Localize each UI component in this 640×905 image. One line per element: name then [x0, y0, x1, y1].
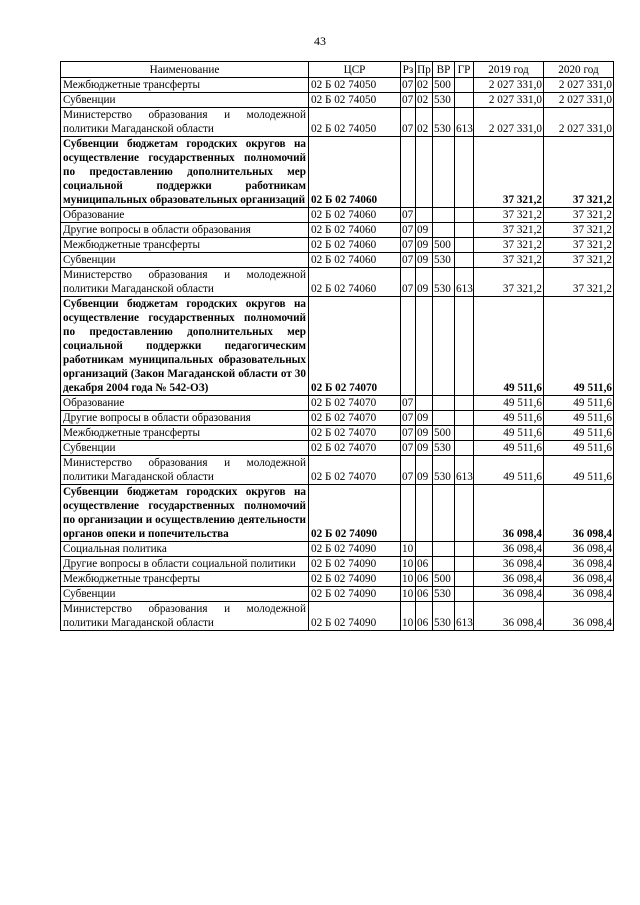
cell-csr: 02 Б 02 74090 [309, 557, 401, 572]
cell-name: Министерство образования и молодежной политики Магаданской области [61, 602, 309, 631]
cell-csr: 02 Б 02 74090 [309, 602, 401, 631]
cell-y2020: 37 321,2 [544, 208, 614, 223]
cell-csr: 02 Б 02 74060 [309, 208, 401, 223]
cell-rz: 07 [401, 208, 416, 223]
cell-y2020: 36 098,4 [544, 572, 614, 587]
cell-y2020: 2 027 331,0 [544, 108, 614, 137]
cell-name: Другие вопросы в области социальной политики [61, 557, 309, 572]
cell-gr [455, 542, 474, 557]
cell-pr: 02 [416, 93, 433, 108]
header-2020: 2020 год [544, 62, 614, 78]
table-row [61, 587, 614, 602]
budget-table [60, 61, 614, 631]
cell-rz: 07 [401, 223, 416, 238]
cell-gr [455, 396, 474, 411]
table-row [61, 297, 614, 396]
cell-gr: 613 [455, 602, 474, 631]
cell-y2019: 36 098,4 [474, 602, 544, 631]
table-row [61, 78, 614, 93]
cell-rz: 07 [401, 411, 416, 426]
cell-csr: 02 Б 02 74060 [309, 223, 401, 238]
cell-vr [433, 557, 455, 572]
cell-gr: 613 [455, 268, 474, 297]
cell-gr [455, 557, 474, 572]
table-row [61, 426, 614, 441]
cell-pr [416, 208, 433, 223]
cell-name: Субвенции [61, 93, 309, 108]
cell-gr: 613 [455, 456, 474, 485]
table-row [61, 238, 614, 253]
cell-y2019: 36 098,4 [474, 572, 544, 587]
cell-name: Субвенции [61, 587, 309, 602]
cell-y2019: 37 321,2 [474, 253, 544, 268]
cell-vr [433, 208, 455, 223]
table-row [61, 411, 614, 426]
cell-y2019: 36 098,4 [474, 485, 544, 542]
cell-rz: 07 [401, 441, 416, 456]
cell-csr: 02 Б 02 74070 [309, 441, 401, 456]
cell-pr: 06 [416, 557, 433, 572]
cell-gr [455, 253, 474, 268]
table-row [61, 557, 614, 572]
cell-vr [433, 542, 455, 557]
cell-pr: 09 [416, 238, 433, 253]
cell-y2020: 36 098,4 [544, 542, 614, 557]
cell-y2020: 36 098,4 [544, 602, 614, 631]
table-row [61, 253, 614, 268]
cell-csr: 02 Б 02 74090 [309, 572, 401, 587]
cell-gr [455, 485, 474, 542]
cell-name: Межбюджетные трансферты [61, 426, 309, 441]
cell-vr: 530 [433, 587, 455, 602]
cell-name: Субвенции [61, 253, 309, 268]
cell-csr: 02 Б 02 74050 [309, 108, 401, 137]
cell-name: Другие вопросы в области образования [61, 223, 309, 238]
cell-y2020: 2 027 331,0 [544, 78, 614, 93]
cell-y2019: 2 027 331,0 [474, 93, 544, 108]
cell-y2020: 2 027 331,0 [544, 93, 614, 108]
header-rz: Рз [401, 62, 416, 78]
cell-csr: 02 Б 02 74060 [309, 253, 401, 268]
cell-gr [455, 411, 474, 426]
table-row [61, 137, 614, 208]
cell-y2020: 36 098,4 [544, 485, 614, 542]
cell-vr: 500 [433, 426, 455, 441]
cell-vr [433, 297, 455, 396]
table-row [61, 223, 614, 238]
cell-y2020: 36 098,4 [544, 557, 614, 572]
cell-y2019: 49 511,6 [474, 426, 544, 441]
table-row [61, 441, 614, 456]
table-row [61, 93, 614, 108]
table-row [61, 456, 614, 485]
cell-y2019: 49 511,6 [474, 441, 544, 456]
cell-vr [433, 137, 455, 208]
cell-csr: 02 Б 02 74070 [309, 396, 401, 411]
cell-rz: 07 [401, 253, 416, 268]
cell-y2020: 37 321,2 [544, 253, 614, 268]
cell-gr [455, 223, 474, 238]
cell-name: Межбюджетные трансферты [61, 78, 309, 93]
cell-pr: 09 [416, 411, 433, 426]
cell-vr: 530 [433, 441, 455, 456]
cell-y2019: 37 321,2 [474, 268, 544, 297]
cell-name: Министерство образования и молодежной политики Магаданской области [61, 108, 309, 137]
cell-vr: 500 [433, 572, 455, 587]
cell-name: Межбюджетные трансферты [61, 572, 309, 587]
cell-name: Другие вопросы в области образования [61, 411, 309, 426]
cell-rz [401, 297, 416, 396]
cell-rz: 07 [401, 238, 416, 253]
cell-vr [433, 411, 455, 426]
table-row [61, 208, 614, 223]
cell-y2020: 37 321,2 [544, 268, 614, 297]
cell-pr [416, 396, 433, 411]
cell-csr: 02 Б 02 74050 [309, 93, 401, 108]
cell-csr: 02 Б 02 74090 [309, 587, 401, 602]
cell-rz: 10 [401, 587, 416, 602]
cell-pr: 06 [416, 572, 433, 587]
table-row [61, 396, 614, 411]
table-header-row [61, 62, 614, 78]
cell-gr [455, 208, 474, 223]
cell-vr [433, 396, 455, 411]
cell-csr: 02 Б 02 74060 [309, 238, 401, 253]
cell-y2020: 49 511,6 [544, 297, 614, 396]
table-row [61, 268, 614, 297]
cell-rz: 07 [401, 93, 416, 108]
cell-gr: 613 [455, 108, 474, 137]
header-gr: ГР [455, 62, 474, 78]
cell-vr: 530 [433, 93, 455, 108]
cell-y2019: 49 511,6 [474, 297, 544, 396]
table-row [61, 108, 614, 137]
cell-y2019: 2 027 331,0 [474, 78, 544, 93]
cell-name: Министерство образования и молодежной политики Магаданской области [61, 456, 309, 485]
cell-name: Субвенции [61, 441, 309, 456]
cell-name: Субвенции бюджетам городских округов на осуществление государственных полномочий по предоставлению дополнительных мер социальной поддержки работникам муниципальных образовательных организаций [61, 137, 309, 208]
table-body [61, 78, 614, 631]
cell-pr: 02 [416, 108, 433, 137]
cell-csr: 02 Б 02 74090 [309, 542, 401, 557]
table-row [61, 485, 614, 542]
cell-name: Субвенции бюджетам городских округов на осуществление государственных полномочий по организации и осуществлению деятельности органов опеки и попечительства [61, 485, 309, 542]
header-pr: Пр [417, 63, 431, 76]
cell-pr [416, 542, 433, 557]
cell-csr: 02 Б 02 74060 [309, 137, 401, 208]
cell-y2020: 49 511,6 [544, 426, 614, 441]
cell-y2019: 36 098,4 [474, 542, 544, 557]
table-row [61, 602, 614, 631]
cell-pr: 09 [416, 456, 433, 485]
cell-y2020: 36 098,4 [544, 587, 614, 602]
header-name: Наименование [61, 62, 309, 78]
cell-vr: 530 [433, 253, 455, 268]
cell-csr: 02 Б 02 74070 [309, 456, 401, 485]
cell-y2019: 49 511,6 [474, 411, 544, 426]
page-number: 43 [314, 34, 326, 48]
cell-rz: 07 [401, 268, 416, 297]
cell-pr: 02 [416, 78, 433, 93]
cell-gr [455, 297, 474, 396]
cell-vr: 500 [433, 238, 455, 253]
cell-vr: 530 [433, 602, 455, 631]
cell-y2020: 37 321,2 [544, 223, 614, 238]
cell-y2020: 49 511,6 [544, 411, 614, 426]
cell-csr: 02 Б 02 74090 [309, 485, 401, 542]
cell-name: Межбюджетные трансферты [61, 238, 309, 253]
cell-rz: 07 [401, 456, 416, 485]
cell-rz [401, 485, 416, 542]
cell-gr [455, 137, 474, 208]
cell-rz: 07 [401, 426, 416, 441]
cell-gr [455, 78, 474, 93]
cell-csr: 02 Б 02 74060 [309, 268, 401, 297]
cell-rz: 07 [401, 78, 416, 93]
cell-rz: 10 [401, 602, 416, 631]
cell-pr: 09 [416, 441, 433, 456]
cell-gr [455, 238, 474, 253]
cell-name: Социальная политика [61, 542, 309, 557]
cell-rz: 10 [401, 542, 416, 557]
header-2019: 2019 год [474, 62, 544, 78]
cell-y2019: 36 098,4 [474, 557, 544, 572]
cell-gr [455, 441, 474, 456]
cell-rz: 10 [401, 557, 416, 572]
header-csr: ЦСР [309, 62, 401, 78]
cell-gr [455, 93, 474, 108]
cell-y2020: 37 321,2 [544, 238, 614, 253]
cell-pr: 06 [416, 602, 433, 631]
cell-pr: 09 [416, 223, 433, 238]
cell-vr: 530 [433, 108, 455, 137]
cell-pr [416, 137, 433, 208]
cell-pr: 09 [416, 426, 433, 441]
cell-y2019: 36 098,4 [474, 587, 544, 602]
cell-y2019: 37 321,2 [474, 137, 544, 208]
cell-y2019: 37 321,2 [474, 238, 544, 253]
cell-y2020: 49 511,6 [544, 396, 614, 411]
cell-pr: 09 [416, 253, 433, 268]
header-vr: ВР [433, 62, 455, 78]
table-row [61, 542, 614, 557]
cell-pr: 09 [416, 268, 433, 297]
cell-name: Образование [61, 208, 309, 223]
cell-y2019: 49 511,6 [474, 456, 544, 485]
cell-vr: 530 [433, 456, 455, 485]
cell-csr: 02 Б 02 74050 [309, 78, 401, 93]
cell-rz [401, 137, 416, 208]
cell-csr: 02 Б 02 74070 [309, 297, 401, 396]
cell-y2019: 49 511,6 [474, 396, 544, 411]
cell-name: Образование [61, 396, 309, 411]
cell-vr [433, 485, 455, 542]
cell-gr [455, 572, 474, 587]
table-row [61, 572, 614, 587]
cell-pr [416, 297, 433, 396]
cell-pr: 06 [416, 587, 433, 602]
cell-y2019: 37 321,2 [474, 208, 544, 223]
cell-name: Субвенции бюджетам городских округов на осуществление государственных полномочий по предоставлению дополнительных мер социальной поддержки педагогическим работникам муниципальных образовательных организаций (Закон Магаданской области от 30 декабря 2004 года № 542-ОЗ) [61, 297, 309, 396]
cell-pr [416, 485, 433, 542]
cell-vr [433, 223, 455, 238]
cell-gr [455, 587, 474, 602]
cell-csr: 02 Б 02 74070 [309, 411, 401, 426]
cell-gr [455, 426, 474, 441]
cell-vr: 530 [433, 268, 455, 297]
cell-rz: 07 [401, 108, 416, 137]
cell-csr: 02 Б 02 74070 [309, 426, 401, 441]
cell-vr: 500 [433, 78, 455, 93]
cell-y2019: 37 321,2 [474, 223, 544, 238]
cell-y2020: 49 511,6 [544, 441, 614, 456]
cell-rz: 10 [401, 572, 416, 587]
cell-name: Министерство образования и молодежной политики Магаданской области [61, 268, 309, 297]
cell-y2020: 37 321,2 [544, 137, 614, 208]
cell-rz: 07 [401, 396, 416, 411]
cell-y2019: 2 027 331,0 [474, 108, 544, 137]
cell-y2020: 49 511,6 [544, 456, 614, 485]
